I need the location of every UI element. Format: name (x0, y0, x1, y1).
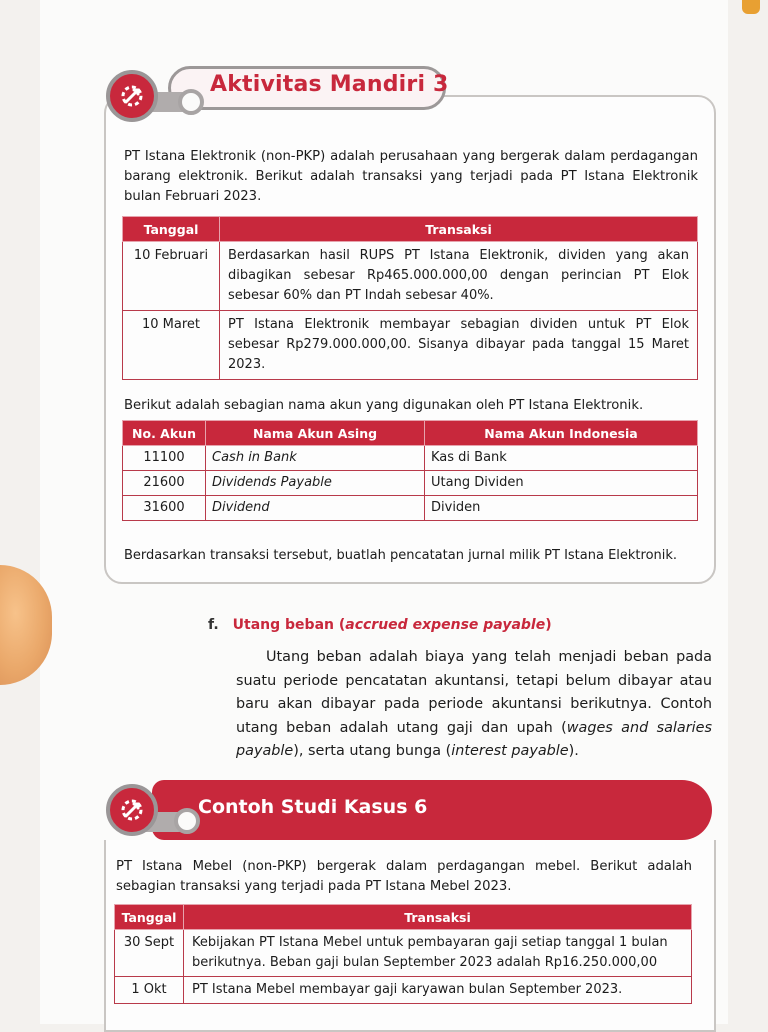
case-study-table (114, 904, 692, 1004)
row-date: 10 Februari (123, 242, 220, 311)
section-f-paragraph (236, 646, 712, 764)
account-local: Dividen (425, 496, 698, 521)
table-row (123, 496, 698, 521)
activity-transactions-table (122, 216, 698, 380)
table-row (115, 930, 692, 977)
paragraph-text: ). (568, 743, 579, 760)
paragraph-text: Utang beban adalah biaya yang telah menjadi beban pada suatu periode pencatatan akuntansi, tetapi belum dibayar atau baru akan dibayar pada periode akuntansi berikutnya. Contoh utang beban adalah utang gaji dan upah ( (236, 649, 712, 736)
row-transaction: Berdasarkan hasil RUPS PT Istana Elektronik, dividen yang akan dibagikan sebesar Rp465.000.000,00 dengan perincian PT Elok sebesar 60% dan PT Indah sebesar 40%. (220, 242, 698, 311)
gear-wrench-icon (106, 70, 158, 122)
account-local: Kas di Bank (425, 446, 698, 471)
col-header-local-name: Nama Akun Indonesia (425, 421, 698, 446)
table-row (123, 311, 698, 380)
row-date: 10 Maret (123, 311, 220, 380)
paragraph-em: wages and salaries payable (236, 719, 712, 760)
account-local: Utang Dividen (425, 471, 698, 496)
account-foreign: Dividends Payable (206, 471, 425, 496)
table-row (115, 977, 692, 1004)
account-no: 11100 (123, 446, 206, 471)
table-row (123, 242, 698, 311)
paragraph-text: ), serta utang bunga ( (293, 743, 452, 760)
col-header-date: Tanggal (115, 905, 184, 930)
section-f-title-em: accrued expense payable (345, 617, 546, 633)
table-row (123, 471, 698, 496)
row-date: 1 Okt (115, 977, 184, 1004)
col-header-foreign-name: Nama Akun Asing (206, 421, 425, 446)
table-row (123, 446, 698, 471)
case-study-title: Contoh Studi Kasus 6 (198, 796, 428, 818)
row-transaction: Kebijakan PT Istana Mebel untuk pembayaran gaji setiap tanggal 1 bulan berikutnya. Beban gaji bulan September 2023 adalah Rp16.250.000,00 (184, 930, 692, 977)
accounts-intro: Berikut adalah sebagian nama akun yang digunakan oleh PT Istana Elektronik. (124, 398, 644, 413)
section-f-title-close: ) (545, 617, 552, 633)
section-f-title: Utang beban ( (232, 617, 346, 633)
section-f-label: f. (208, 617, 219, 633)
page-edge-mark (742, 0, 760, 14)
account-foreign: Cash in Bank (206, 446, 425, 471)
gear-ring (178, 89, 204, 115)
accounts-table (122, 420, 698, 521)
col-header-account-no: No. Akun (123, 421, 206, 446)
account-no: 31600 (123, 496, 206, 521)
section-f-heading (208, 617, 552, 633)
case-study-intro: PT Istana Mebel (non-PKP) bergerak dalam perdagangan mebel. Berikut adalah sebagian transaksi yang terjadi pada PT Istana Mebel 2023. (116, 859, 692, 894)
row-date: 30 Sept (115, 930, 184, 977)
gear-wrench-icon (106, 784, 158, 836)
col-header-date: Tanggal (123, 217, 220, 242)
row-transaction: PT Istana Elektronik membayar sebagian dividen untuk PT Elok sebesar Rp279.000.000,00. Sisanya dibayar pada tanggal 15 Maret 2023. (220, 311, 698, 380)
col-header-transaction: Transaksi (220, 217, 698, 242)
paragraph-em: interest payable (451, 743, 569, 760)
activity-title: Aktivitas Mandiri 3 (210, 72, 449, 97)
account-no: 21600 (123, 471, 206, 496)
col-header-transaction: Transaksi (184, 905, 692, 930)
row-transaction: PT Istana Mebel membayar gaji karyawan bulan September 2023. (184, 977, 692, 1004)
activity-intro: PT Istana Elektronik (non-PKP) adalah perusahaan yang bergerak dalam perdagangan barang elektronik. Berikut adalah transaksi yang terjadi pada PT Istana Elektronik bulan Februari 2023. (124, 149, 698, 204)
activity-instruction: Berdasarkan transaksi tersebut, buatlah pencatatan jurnal milik PT Istana Elektronik. (124, 548, 678, 563)
account-foreign: Dividend (206, 496, 425, 521)
gear-ring (174, 808, 200, 834)
